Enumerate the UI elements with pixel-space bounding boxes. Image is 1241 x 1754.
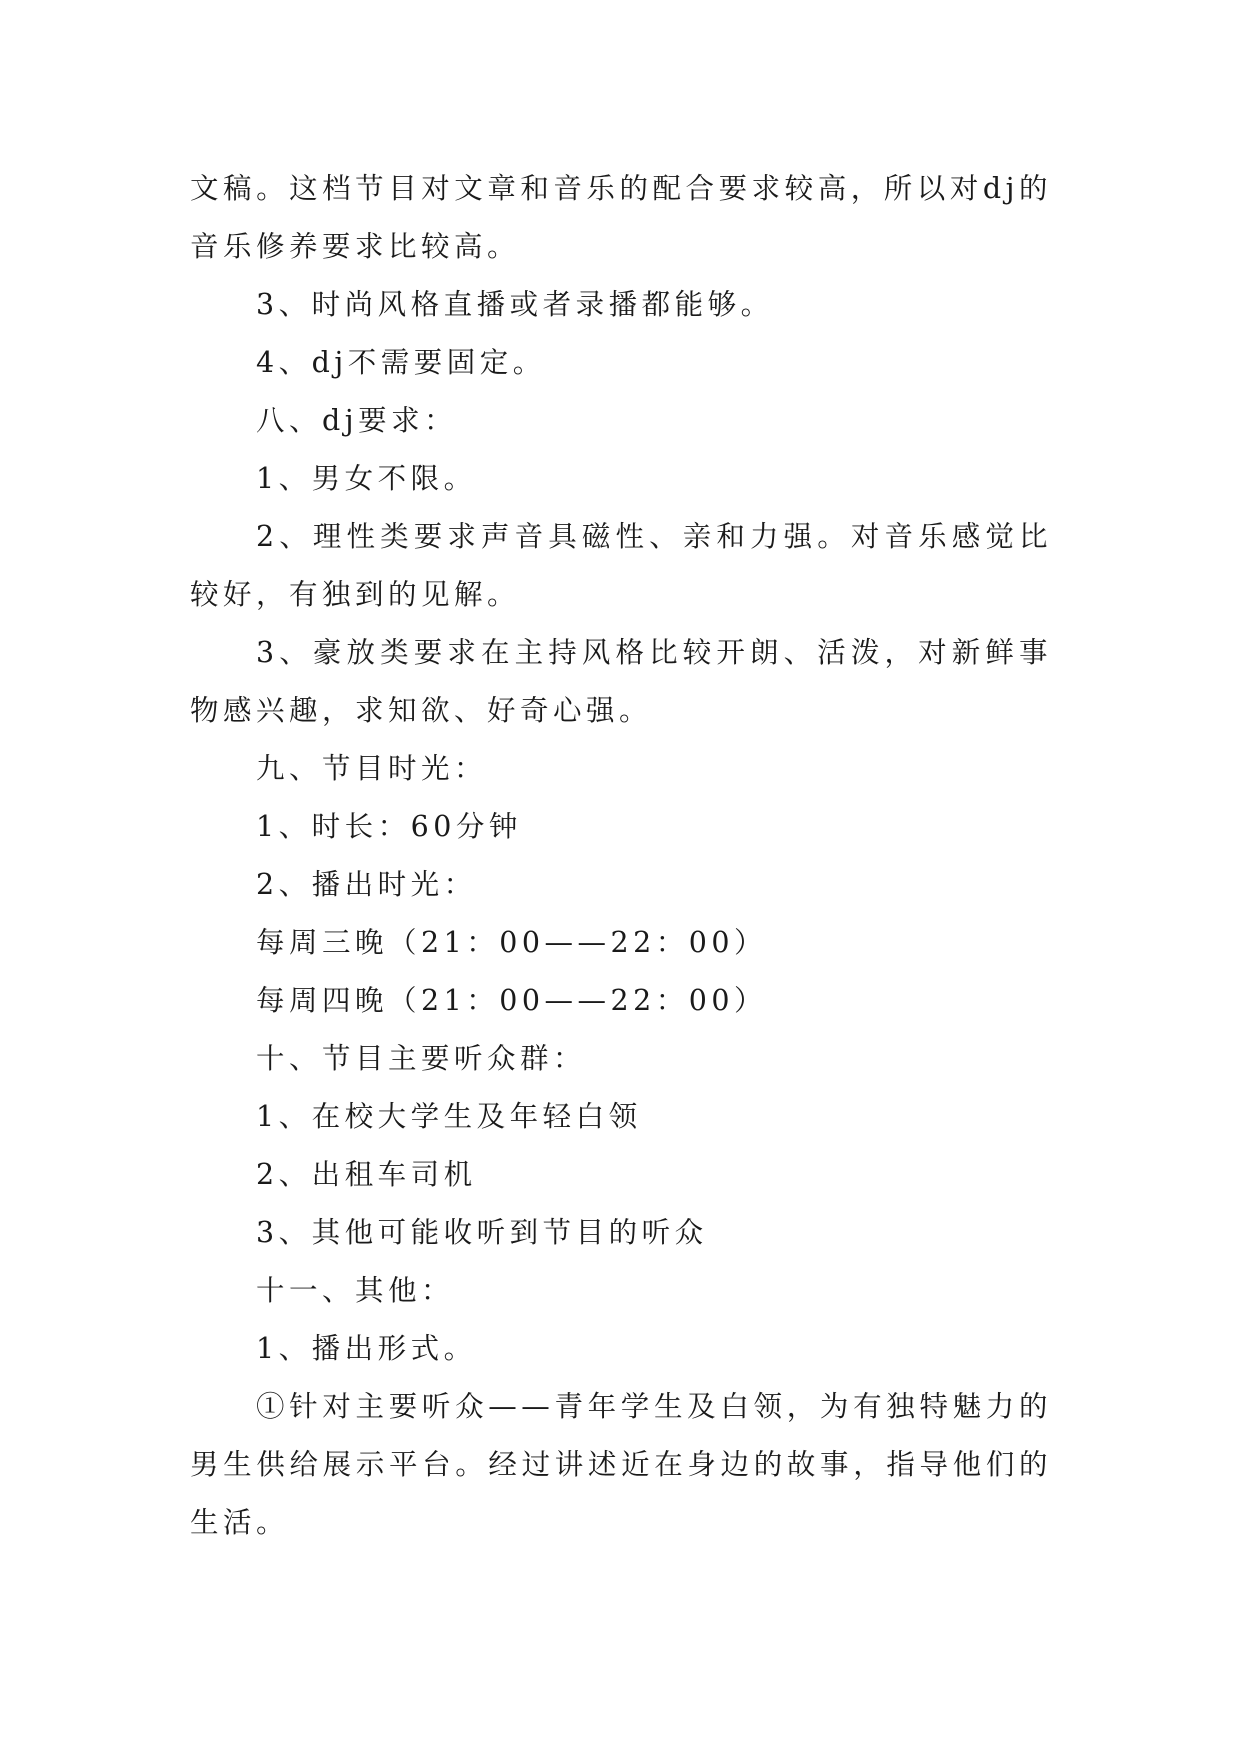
paragraph-9: 1、时长：60分钟 — [256, 810, 522, 843]
paragraph-18: 1、播出形式。 — [256, 1332, 477, 1365]
paragraph-11: 每周三晚（21：00——22：00） — [256, 926, 768, 959]
paragraph-5: 1、男女不限。 — [256, 462, 477, 495]
paragraph-19: ①针对主要听众——青年学生及白领，为有独特魅力的男生供给展示平台。经过讲述近在身边的故事，指导他们的生活。 — [190, 1390, 1052, 1539]
paragraph-3: 4、dj不需要固定。 — [256, 346, 546, 379]
paragraph-1: 文稿。这档节目对文章和音乐的配合要求较高，所以对dj的音乐修养要求比较高。 — [190, 172, 1052, 263]
section-heading-8: 八、dj要求： — [256, 404, 458, 437]
paragraph-15: 2、出租车司机 — [256, 1158, 477, 1191]
section-heading-11: 十一、其他： — [256, 1274, 455, 1307]
paragraph-12: 每周四晚（21：00——22：00） — [256, 984, 768, 1017]
paragraph-6: 2、理性类要求声音具磁性、亲和力强。对音乐感觉比较好，有独到的见解。 — [190, 520, 1052, 611]
document-body — [190, 160, 1052, 1552]
paragraph-10: 2、播出时光： — [256, 868, 477, 901]
section-heading-9: 九、节目时光： — [256, 752, 488, 785]
paragraph-7: 3、豪放类要求在主持风格比较开朗、活泼，对新鲜事物感兴趣，求知欲、好奇心强。 — [190, 636, 1052, 727]
paragraph-14: 1、在校大学生及年轻白领 — [256, 1100, 642, 1133]
paragraph-2: 3、时尚风格直播或者录播都能够。 — [256, 288, 774, 321]
paragraph-16: 3、其他可能收听到节目的听众 — [256, 1216, 708, 1249]
section-heading-10: 十、节目主要听众群： — [256, 1042, 587, 1075]
